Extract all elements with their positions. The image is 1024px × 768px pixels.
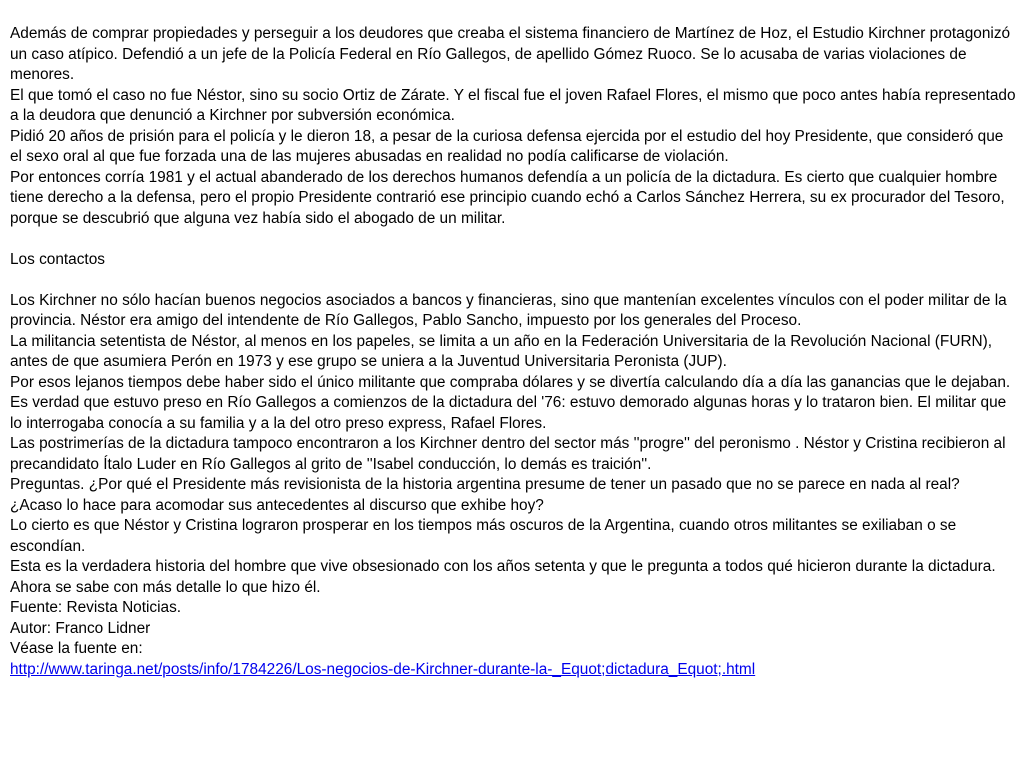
paragraph: Preguntas. ¿Por qué el Presidente más revisionista de la historia argentina presume de tener un pasado que no se parece en nada al real? ¿Acaso lo hace para acomodar sus antecedentes al discurso que exhibe hoy? [10,476,960,514]
paragraph: La militancia setentista de Néstor, al menos en los papeles, se limita a un año en la Federación Universitaria de la Revolución Nacional (FURN), antes de que asumiera Perón en 1973 y ese grupo se uniera a la Juventud Universitaria Peronista (JUP). [10,332,993,370]
blank-line [10,270,1016,291]
paragraph: El que tomó el caso no fue Néstor, sino su socio Ortiz de Zárate. Y el fiscal fue el joven Rafael Flores, el mismo que poco antes había representado a la deudora que denunció a Kirchner por subversión económica. [10,86,1016,124]
paragraph: Por esos lejanos tiempos debe haber sido el único militante que compraba dólares y se divertía calculando día a día las ganancias que le dejaban. [10,373,1011,391]
paragraph: Pidió 20 años de prisión para el policía y le dieron 18, a pesar de la curiosa defensa ejercida por el estudio del hoy Presidente, que consideró que el sexo oral al que fue forzada una de las mujeres abusadas en realidad no podía calificarse de violación. [10,127,1004,165]
paragraph: Los Kirchner no sólo hacían buenos negocios asociados a bancos y financieras, sino que mantenían excelentes vínculos con el poder militar de la provincia. Néstor era amigo del intendente de Río Gallegos, Pablo Sancho, impuesto por los generales del Proceso. [10,291,1007,329]
section-heading: Los contactos [10,250,105,268]
blank-line [10,229,1016,250]
paragraph: Fuente: Revista Noticias. [10,599,182,616]
document-body [10,24,1016,680]
paragraph: Por entonces corría 1981 y el actual abanderado de los derechos humanos defendía a un policía de la dictadura. Es cierto que cualquier hombre tiene derecho a la defensa, pero el propio Presidente contrarió ese principio cuando echó a Carlos Sánchez Herrera, su ex procurador del Tesoro, porque se descubrió que alguna vez había sido el abogado de un militar. [10,168,1005,227]
source-link-line [10,660,1016,681]
paragraph: Las postrimerías de la dictadura tampoco encontraron a los Kirchner dentro del sector más ''progre'' del peronismo . Néstor y Cristina recibieron al precandidato Ítalo Luder en Río Gallegos al grito de ''Isabel conducción, lo demás es traición''. [10,435,1006,473]
paragraph: Es verdad que estuvo preso en Río Gallegos a comienzos de la dictadura del '76: estuvo demorado algunas horas y lo trataron bien. El militar que lo interrogaba conocía a su familia y a la del otro preso express, Rafael Flores. [10,394,1007,432]
paragraph: Lo cierto es que Néstor y Cristina lograron prosperar en los tiempos más oscuros de la Argentina, cuando otros militantes se exiliaban o se escondían. [10,517,957,555]
paragraph: Ahora se sabe con más detalle lo que hizo él. [10,578,321,596]
source-link[interactable]: http://www.taringa.net/posts/info/1784226/Los-negocios-de-Kirchner-durante-la-_Equot;dictadura_Equot;.html [10,660,756,678]
paragraph: Esta es la verdadera historia del hombre que vive obsesionado con los años setenta y que le pregunta a todos qué hicieron durante la dictadura. [10,558,996,575]
paragraph: Autor: Franco Lidner [10,619,151,637]
paragraph: Además de comprar propiedades y perseguir a los deudores que creaba el sistema financiero de Martínez de Hoz, el Estudio Kirchner protagonizó un caso atípico. Defendió a un jefe de la Policía Federal en Río Gallegos, de apellido Gómez Ruoco. Se lo acusaba de varias violaciones de menores. [10,25,1011,83]
paragraph: Véase la fuente en: [10,640,143,657]
